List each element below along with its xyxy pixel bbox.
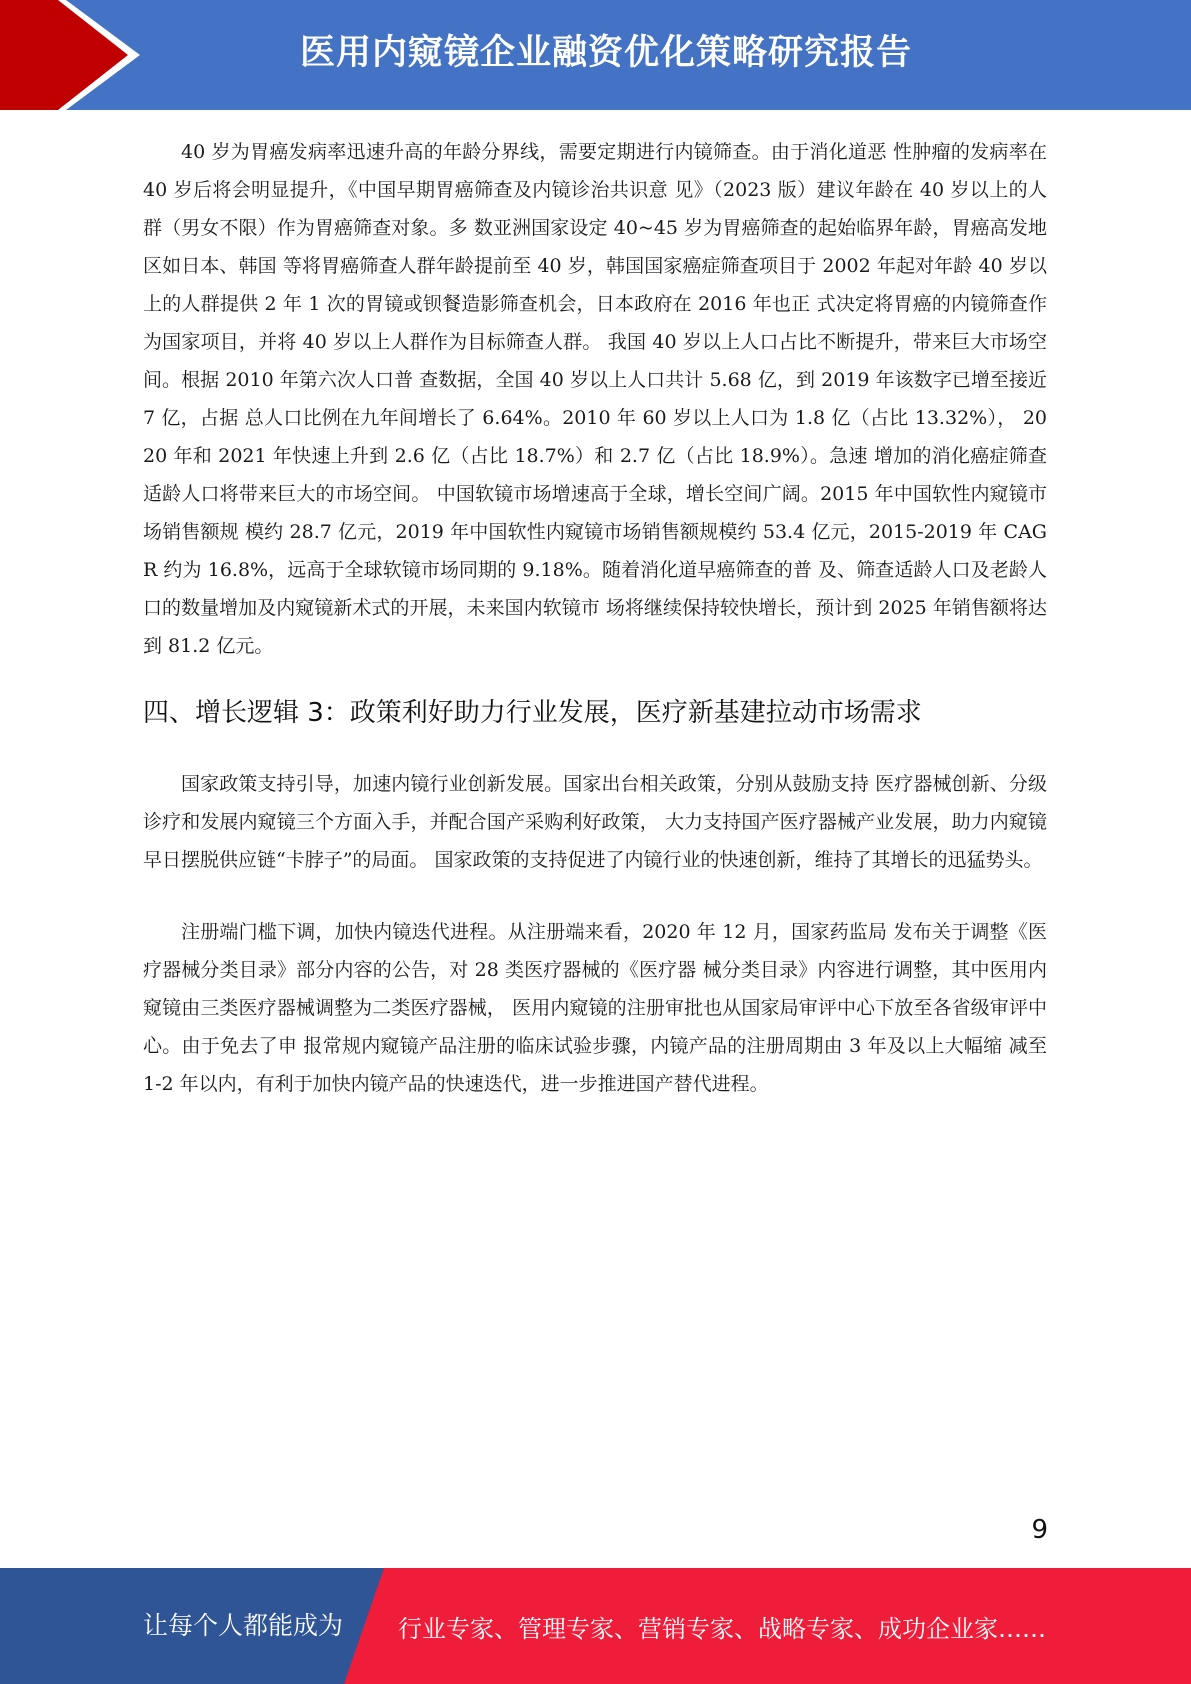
report-title: 医用内窥镜企业融资优化策略研究报告 (300, 33, 913, 73)
page-footer (0, 1568, 1191, 1684)
body-paragraph: 国家政策支持引导，加速内镜行业创新发展。国家出台相关政策，分别从鼓励支持 医疗器械创新、分级诊疗和发展内窥镜三个方面入手，并配合国产采购利好政策， 大力支持国产医疗器械产业发展，助力内窥镜早日摆脱供应链“卡脖子”的局面。 国家政策的支持促进了内镜行业的快速创新，维持了其增长的迅猛势头。 (143, 773, 1047, 871)
footer-slogan-right: 行业专家、管理专家、营销专家、战略专家、成功企业家…… (398, 1615, 1046, 1643)
report-header (0, 0, 1191, 110)
body-paragraph: 注册端门槛下调，加快内镜迭代进程。从注册端来看，2020 年 12 月，国家药监局 发布关于调整《医疗器械分类目录》部分内容的公告，对 28 类医疗器械的《医疗器 械分类目录》内容进行调整，其中医用内窥镜由三类医疗器械调整为二类医疗器械， 医用内窥镜的注册审批也从国家局审评中心下放至各省级审评中心。由于免去了申 报常规内窥镜产品注册的临床试验步骤，内镜产品的注册周期由 3 年及以上大幅缩 减至 1-2 年以内，有利于加快内镜产品的快速迭代，进一步推进国产替代进程。 (143, 921, 1047, 1095)
body-paragraph: 40 岁为胃癌发病率迅速升高的年龄分界线，需要定期进行内镜筛查。由于消化道恶 性肿瘤的发病率在 40 岁后将会明显提升，《中国早期胃癌筛查及内镜诊治共识意 见》（2023 版）建议年龄在 40 岁以上的人群（男女不限）作为胃癌筛查对象。多 数亚洲国家设定 40~45 岁为胃癌筛查的起始临界年龄，胃癌高发地区如日本、韩国 等将胃癌筛查人群年龄提前至 40 岁，韩国国家癌症筛查项目于 2002 年起对年龄 40 岁以上的人群提供 2 年 1 次的胃镜或钡餐造影筛查机会，日本政府在 2016 年也正 式决定将胃癌的内镜筛查作为国家项目，并将 40 岁以上人群作为目标筛查人群。 我国 40 岁以上人口占比不断提升，带来巨大市场空间。根据 2010 年第六次人口普 查数据，全国 40 岁以上人口共计 5.68 亿，到 2019 年该数字已增至接近 7 亿，占据 总人口比例在九年间增长了 6.64%。2010 年 60 岁以上人口为 1.8 亿（占比 13.32%）， 2020 年和 2021 年快速上升到 2.6 亿（占比 18.7%）和 2.7 亿（占比 18.9%）。急速 增加的消化癌症筛查适龄人口将带来巨大的市场空间。 中国软镜市场增速高于全球，增长空间广阔。2015 年中国软性内窥镜市场销售额规 模约 28.7 亿元，2019 年中国软性内窥镜市场销售额规模约 53.4 亿元，2015-2019 年 CAGR 约为 16.8%，远高于全球软镜市场同期的 9.18%。随着消化道早癌筛查的普 及、筛查适龄人口及老龄人口的数量增加及内窥镜新术式的开展，未来国内软镜市 场将继续保持较快增长，预计到 2025 年销售额将达到 81.2 亿元。 (143, 141, 1047, 657)
section-heading: 四、增长逻辑 3：政策利好助力行业发展，医疗新基建拉动市场需求 (143, 698, 922, 728)
footer-slogan-left: 让每个人都能成为 (143, 1611, 344, 1640)
page-content (143, 133, 1047, 1103)
header-chevron-icon (0, 0, 160, 110)
page-number: 9 (1031, 1515, 1048, 1545)
